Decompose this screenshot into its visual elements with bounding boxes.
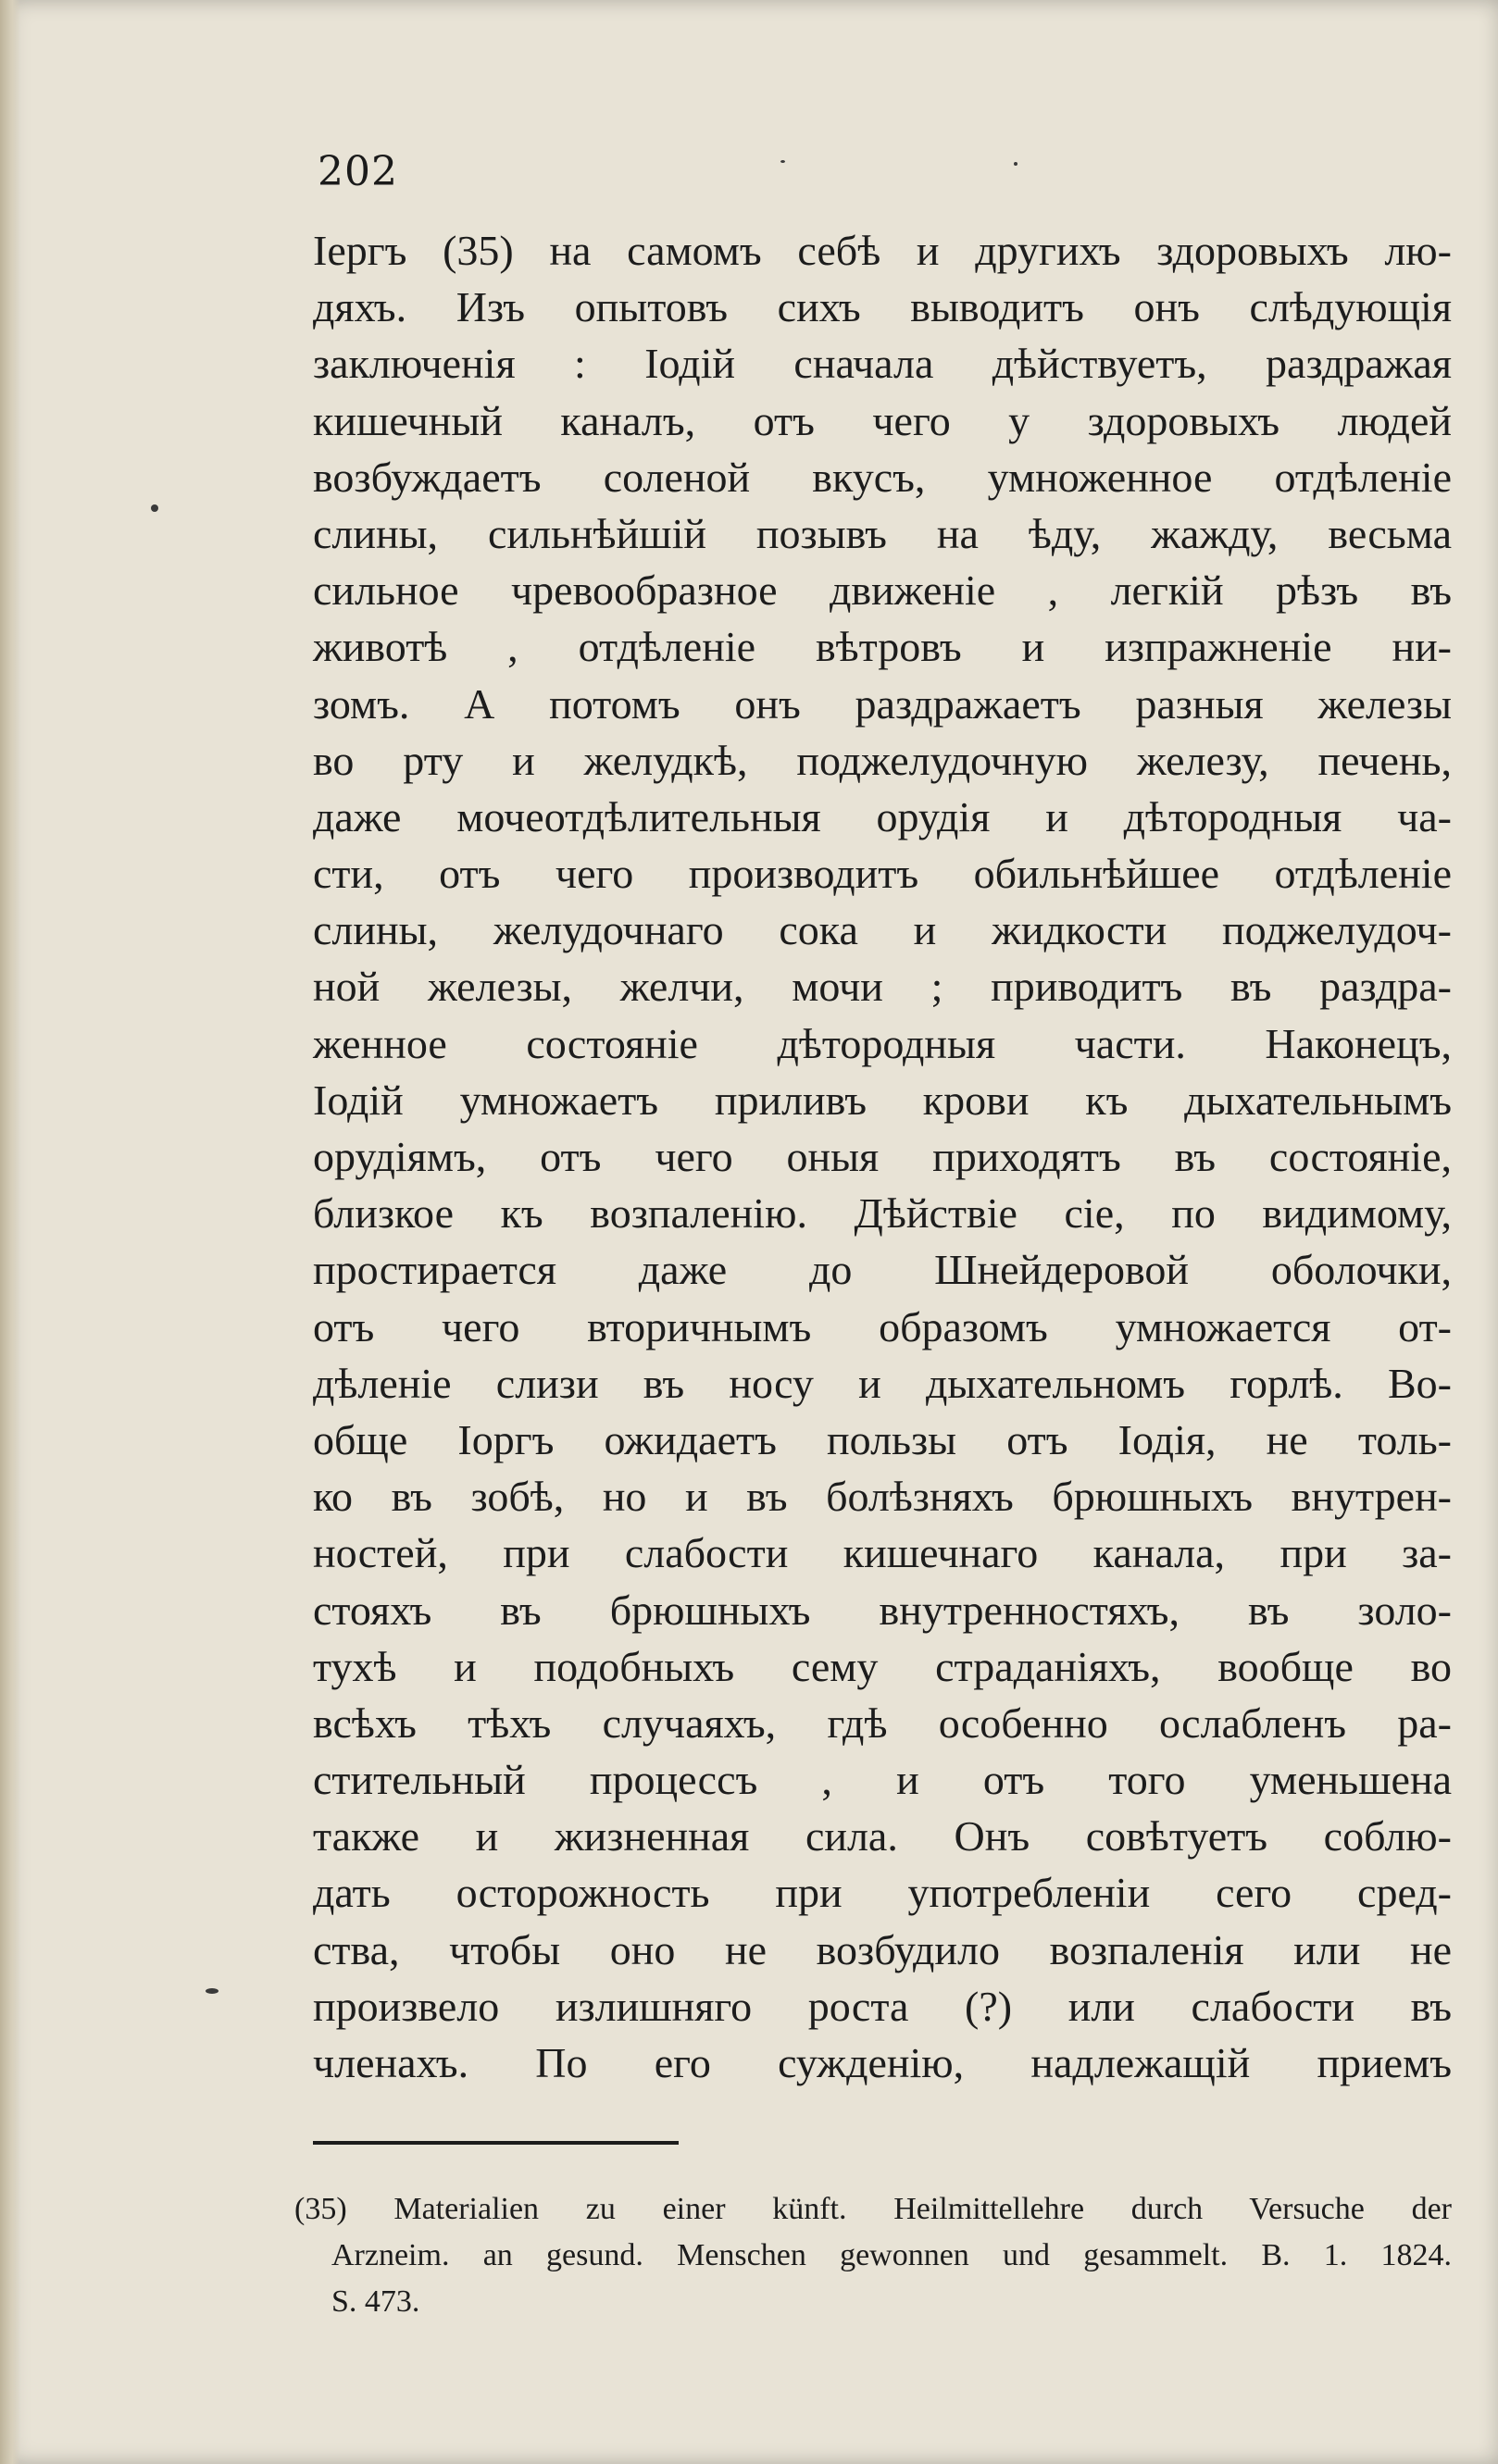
text-line: Iергъ (35) на самомъ себѣ и другихъ здоровыхъ лю- (313, 227, 1452, 274)
paper-speck (151, 504, 158, 512)
text-line: произвело излишняго роста (?) или слабости въ (313, 1982, 1452, 2030)
page-edge-shadow (0, 0, 20, 2464)
text-line: ко въ зобѣ, но и въ болѣзняхъ брюшныхъ внутрен- (313, 1473, 1452, 1521)
footnote-line: S. 473. (331, 2284, 420, 2319)
text-line: кишечный каналъ, отъ чего у здоровыхъ людей (313, 396, 1452, 444)
text-line: дяхъ. Изъ опытовъ сихъ выводитъ онъ слѣдующія (313, 283, 1452, 331)
footnote-line: (35) Materialien zu einer künft. Heilmittellehre durch Versuche der (294, 2192, 1452, 2226)
text-line: стояхъ въ брюшныхъ внутренностяхъ, въ золо- (313, 1586, 1452, 1634)
footnote-divider (313, 2141, 679, 2145)
text-line: отъ чего вторичнымъ образомъ умножается от- (313, 1302, 1452, 1350)
text-line: орудіямъ, отъ чего оныя приходятъ въ состояніе, (313, 1133, 1452, 1180)
paper-speck (206, 1988, 218, 1994)
paper-speck (1014, 162, 1017, 166)
text-line: членахъ. По его сужденію, надлежащій приемъ (313, 2039, 1452, 2086)
text-line: всѣхъ тѣхъ случаяхъ, гдѣ особенно ослабленъ ра- (313, 1699, 1452, 1747)
text-line: сти, отъ чего производитъ обильнѣйшее отдѣленіе (313, 850, 1452, 898)
footnote-line: Arzneim. an gesund. Menschen gewonnen und gesammelt. B. 1. 1824. (331, 2238, 1452, 2272)
text-line: сильное чревообразное движеніе , легкій рѣзъ въ (313, 566, 1452, 615)
text-line: даже мочеотдѣлительныя орудія и дѣтородныя ча- (313, 792, 1452, 840)
text-line: простирается даже до Шнейдеровой оболочки, (313, 1246, 1452, 1294)
text-line: обще Iоргъ ожидаетъ пользы отъ Iодія, не толь- (313, 1415, 1452, 1463)
text-line: стительный процессъ , и отъ того уменьшена (313, 1756, 1452, 1804)
text-line: во рту и желудкѣ, поджелудочную железу, печень, (313, 736, 1452, 784)
text-line: дать осторожность при употребленіи сего сред- (313, 1869, 1452, 1917)
text-line: тухѣ и подобныхъ сему страданіяхъ, вообще во (313, 1642, 1452, 1690)
text-line: возбуждаетъ соленой вкусъ, умноженное отдѣленіе (313, 453, 1452, 501)
text-line: слины, сильнѣйшій позывъ на ѣду, жажду, весьма (313, 509, 1452, 557)
text-line: также и жизненная сила. Онъ совѣтуетъ соблю- (313, 1812, 1452, 1860)
footnote (294, 2186, 1452, 2325)
text-line: зомъ. А потомъ онъ раздражаетъ разныя железы (313, 679, 1452, 728)
text-line: Iодій умножаетъ приливъ крови къ дыхательнымъ (313, 1076, 1452, 1124)
text-line: близкое къ возпаленію. Дѣйствіе сіе, по видимому, (313, 1189, 1452, 1238)
text-line: заключенія : Iодій сначала дѣйствуетъ, раздражая (313, 340, 1452, 388)
text-line: ностей, при слабости кишечнаго канала, при за- (313, 1529, 1452, 1577)
text-line: ства, чтобы оно не возбудило возпаленія или не (313, 1925, 1452, 1973)
text-line: женное состояніе дѣтородныя части. Наконецъ, (313, 1019, 1452, 1067)
text-line: дѣленіе слизи въ носу и дыхательномъ горлѣ. Во- (313, 1359, 1452, 1407)
text-line: ной железы, желчи, мочи ; приводитъ въ раздра- (313, 963, 1452, 1011)
paper-speck (780, 160, 785, 163)
page-number: 202 (318, 148, 398, 195)
text-line: слины, желудочнаго сока и жидкости поджелудоч- (313, 906, 1452, 954)
text-line: животѣ , отдѣленіе вѣтровъ и изпражненіе ни- (313, 623, 1452, 671)
body-text (313, 222, 1452, 2091)
